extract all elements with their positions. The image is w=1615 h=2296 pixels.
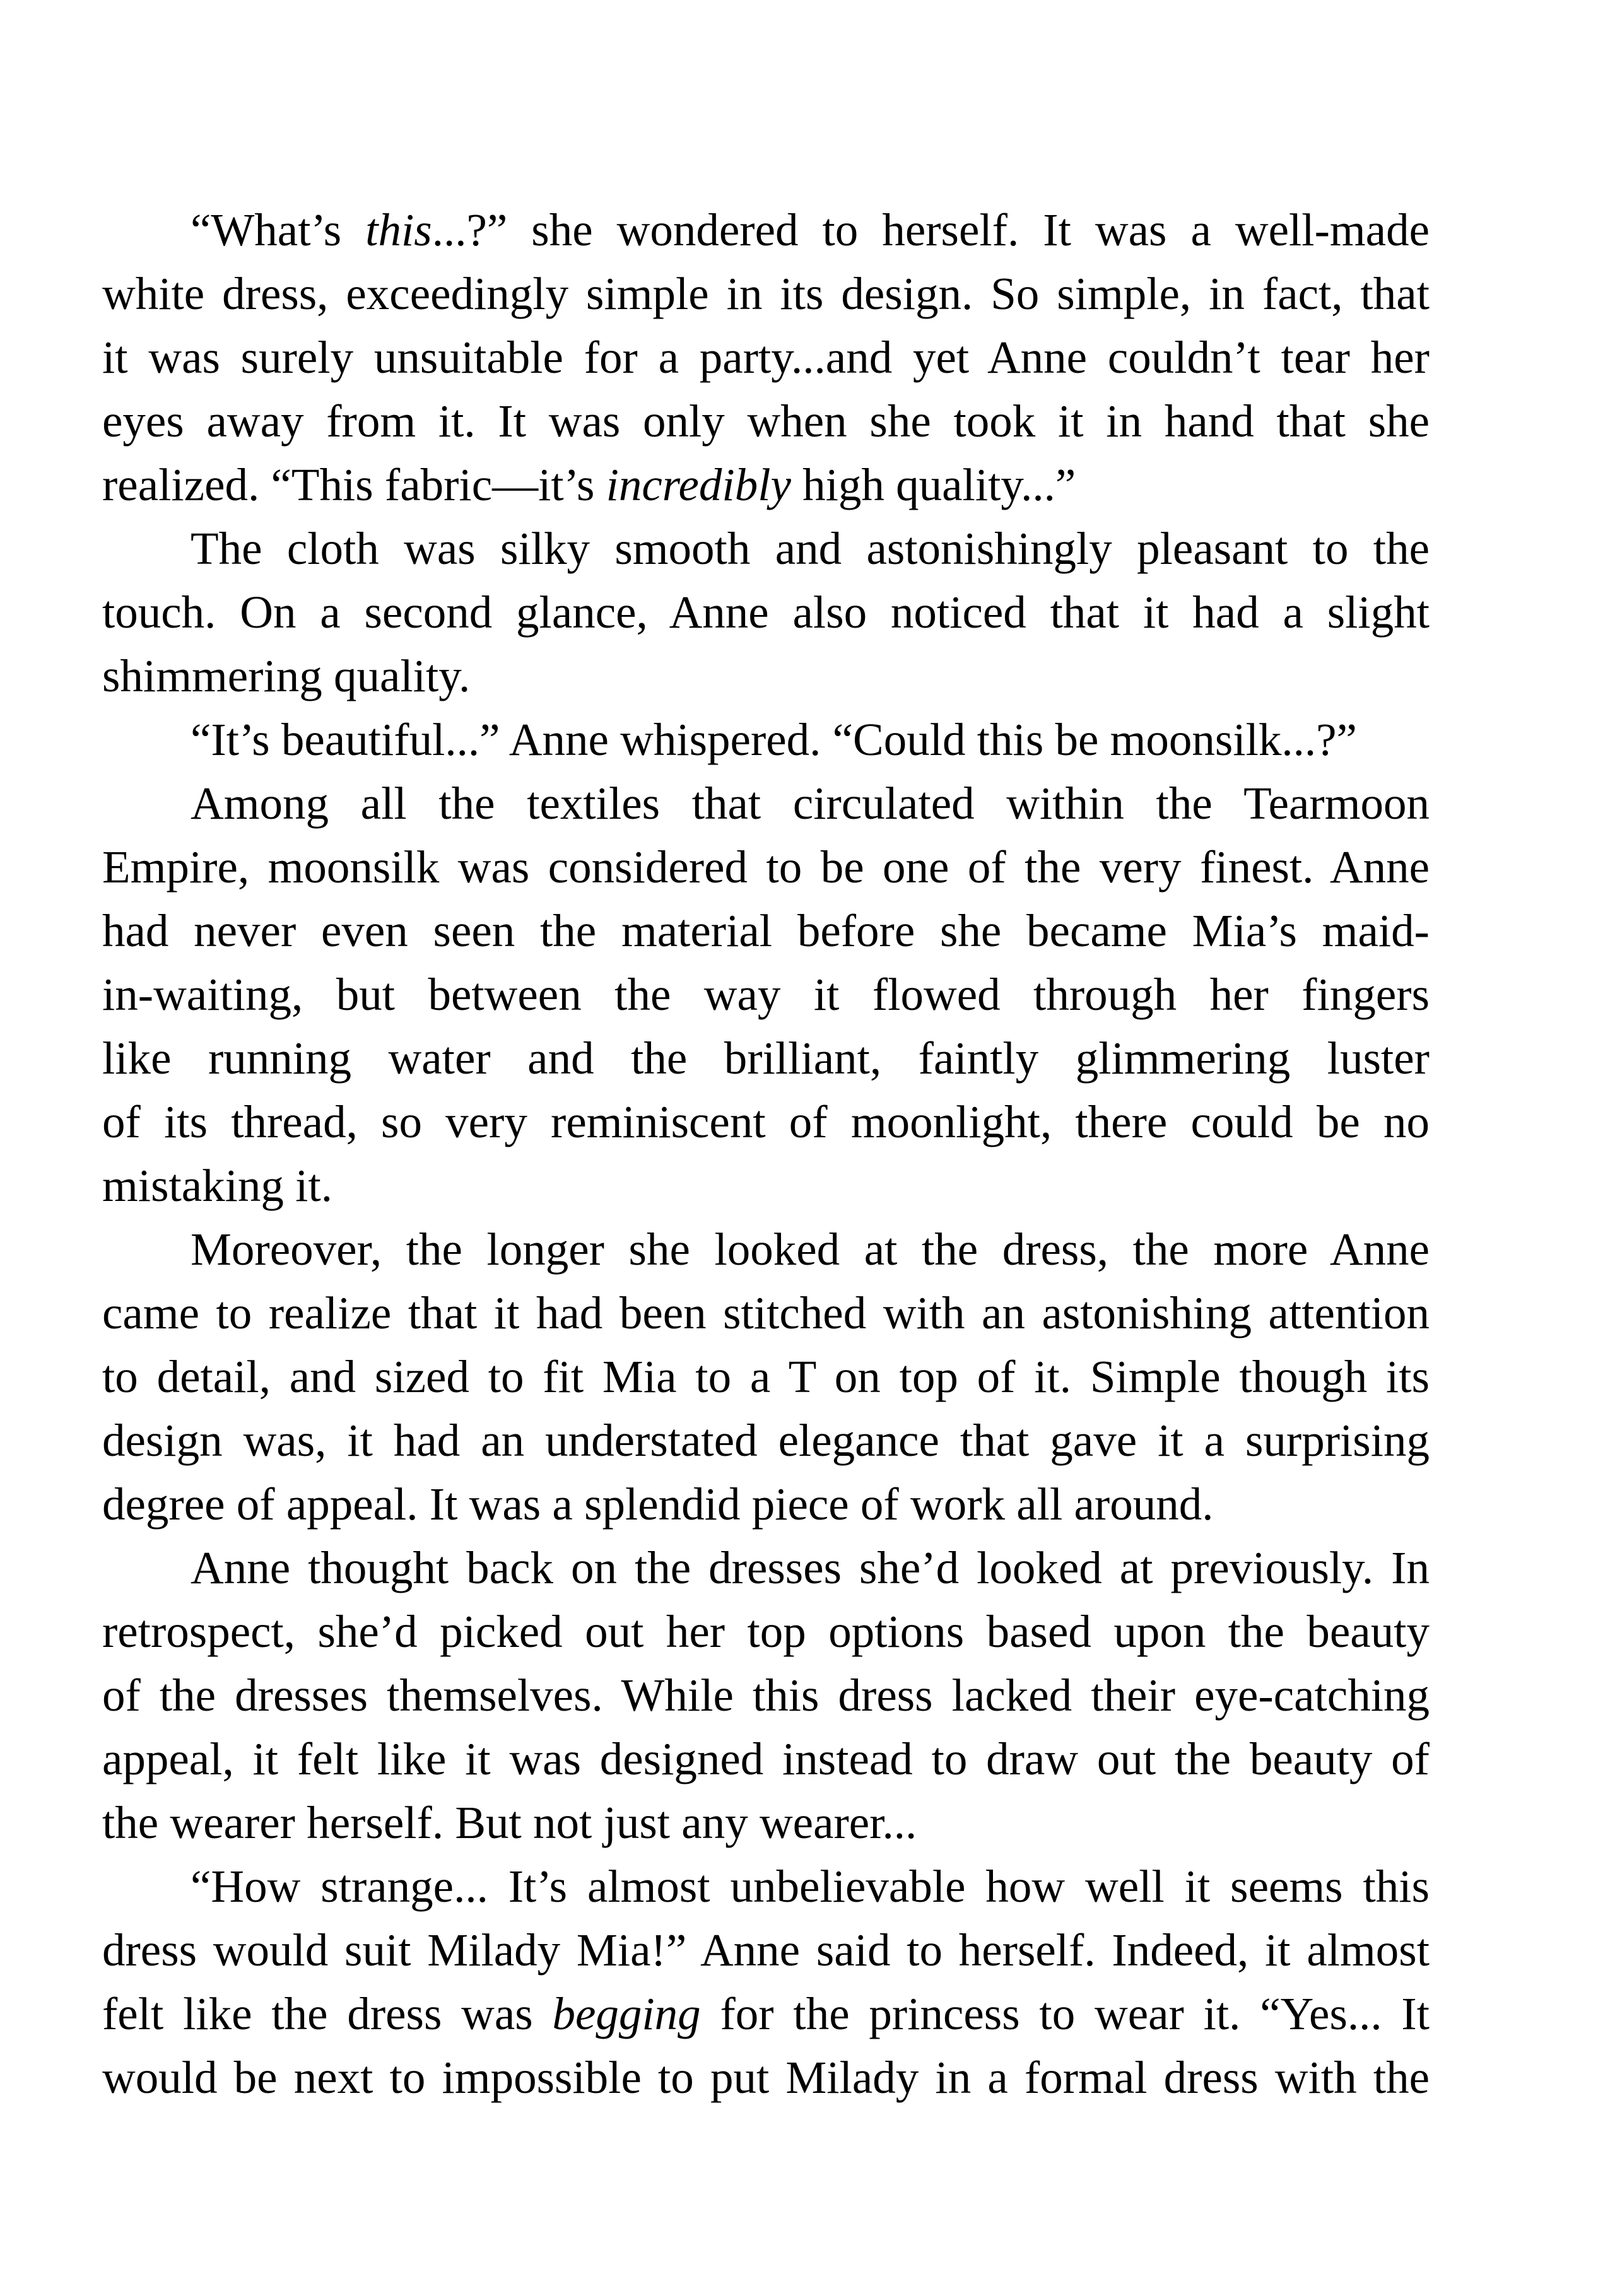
text-line xyxy=(102,517,1430,580)
paragraph xyxy=(102,708,1430,771)
text-line xyxy=(102,644,1430,708)
italic-text: incredibly xyxy=(606,459,791,510)
text-line xyxy=(102,1409,1430,1472)
text-line xyxy=(102,963,1430,1026)
text-segment: “How strange... It’s almost unbelievable how well it seems this xyxy=(191,1861,1430,1912)
text-line xyxy=(102,771,1430,835)
text-line xyxy=(102,1918,1430,1982)
text-segment: it was surely unsuitable for a party...and yet Anne couldn’t tear her xyxy=(102,332,1430,383)
text-segment: “It’s beautiful...” Anne whispered. “Could this be moonsilk...?” xyxy=(191,714,1357,765)
text-segment: for the princess to wear it. “Yes... It xyxy=(700,1988,1430,2039)
text-segment: Among all the textiles that circulated within the Tearmoon xyxy=(191,778,1430,829)
text-segment: Anne thought back on the dresses she’d looked at previously. In xyxy=(191,1542,1430,1593)
text-segment: to detail, and sized to fit Mia to a T on top of it. Simple though its xyxy=(102,1351,1430,1402)
text-line xyxy=(102,2046,1430,2109)
text-segment: of its thread, so very reminiscent of moonlight, there could be no xyxy=(102,1096,1430,1147)
text-segment: in-waiting, but between the way it flowed through her fingers xyxy=(102,969,1430,1020)
text-segment: had never even seen the material before she became Mia’s maid- xyxy=(102,905,1430,956)
text-segment: would be next to impossible to put Milady in a formal dress with the xyxy=(102,2052,1430,2103)
text-segment: felt like the dress was xyxy=(102,1988,553,2039)
paragraph xyxy=(102,1217,1430,1536)
text-segment: design was, it had an understated elegance that gave it a surprising xyxy=(102,1415,1430,1466)
text-segment: “What’s xyxy=(191,204,366,255)
text-line xyxy=(102,1090,1430,1154)
text-line xyxy=(102,389,1430,453)
text-block xyxy=(102,198,1430,2109)
text-segment: high quality...” xyxy=(790,459,1076,510)
paragraph xyxy=(102,771,1430,1217)
text-line xyxy=(102,1281,1430,1345)
text-segment: Moreover, the longer she looked at the dress, the more Anne xyxy=(191,1224,1430,1275)
text-line xyxy=(102,1854,1430,1918)
text-line xyxy=(102,453,1430,517)
text-line xyxy=(102,1345,1430,1409)
text-segment: came to realize that it had been stitched with an astonishing attention xyxy=(102,1287,1430,1338)
text-segment: retrospect, she’d picked out her top options based upon the beauty xyxy=(102,1606,1430,1657)
paragraph xyxy=(102,1536,1430,1854)
text-segment: white dress, exceedingly simple in its design. So simple, in fact, that xyxy=(102,268,1430,319)
text-segment: realized. “This fabric—it’s xyxy=(102,459,606,510)
text-line xyxy=(102,1217,1430,1281)
paragraph xyxy=(102,517,1430,708)
text-line xyxy=(102,325,1430,389)
text-line xyxy=(102,1472,1430,1536)
text-segment: the wearer herself. But not just any wearer... xyxy=(102,1797,917,1848)
text-line xyxy=(102,1536,1430,1600)
text-line xyxy=(102,1154,1430,1217)
text-segment: touch. On a second glance, Anne also noticed that it had a slight xyxy=(102,587,1430,638)
text-line xyxy=(102,198,1430,262)
text-line xyxy=(102,708,1430,771)
italic-text: this xyxy=(365,204,432,255)
text-segment: shimmering quality. xyxy=(102,650,471,701)
text-segment: eyes away from it. It was only when she took it in hand that she xyxy=(102,395,1430,447)
italic-text: begging xyxy=(552,1988,701,2039)
text-segment: The cloth was silky smooth and astonishingly pleasant to the xyxy=(191,523,1430,574)
text-segment: of the dresses themselves. While this dress lacked their eye-catching xyxy=(102,1670,1430,1721)
text-line xyxy=(102,1663,1430,1727)
text-line xyxy=(102,1026,1430,1090)
text-segment: degree of appeal. It was a splendid piece of work all around. xyxy=(102,1479,1214,1530)
paragraph xyxy=(102,1854,1430,2109)
text-line xyxy=(102,580,1430,644)
text-line xyxy=(102,1727,1430,1791)
text-segment: mistaking it. xyxy=(102,1160,332,1211)
text-segment: ...?” she wondered to herself. It was a well-made xyxy=(432,204,1430,255)
text-segment: like running water and the brilliant, faintly glimmering luster xyxy=(102,1033,1430,1084)
text-line xyxy=(102,1600,1430,1663)
text-line xyxy=(102,899,1430,963)
text-line xyxy=(102,835,1430,899)
text-line xyxy=(102,1791,1430,1854)
text-segment: appeal, it felt like it was designed instead to draw out the beauty of xyxy=(102,1733,1430,1784)
text-line xyxy=(102,262,1430,325)
text-segment: dress would suit Milady Mia!” Anne said to herself. Indeed, it almost xyxy=(102,1924,1430,1976)
text-line xyxy=(102,1982,1430,2046)
text-segment: Empire, moonsilk was considered to be one of the very finest. Anne xyxy=(102,841,1430,893)
paragraph xyxy=(102,198,1430,517)
